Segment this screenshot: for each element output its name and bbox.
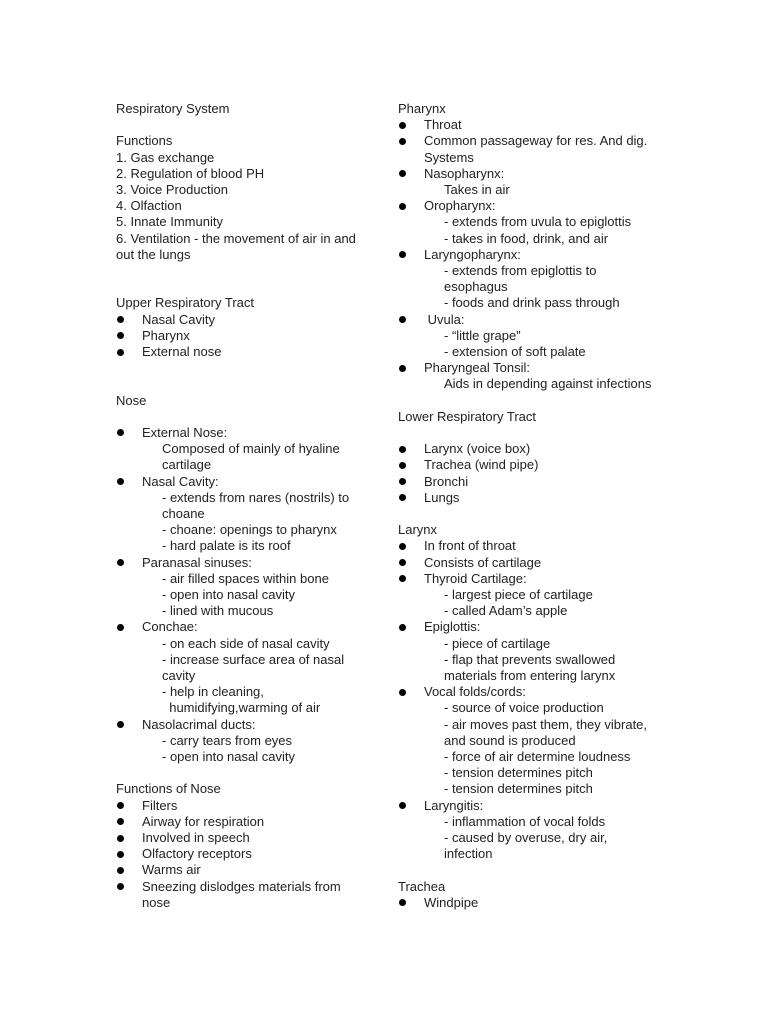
bullet-icon: [117, 851, 124, 858]
sub-item: cartilage: [162, 457, 212, 473]
bullet-icon: [399, 122, 406, 129]
blank-line: [116, 765, 364, 781]
sub-item: - largest piece of cartilage: [444, 587, 593, 603]
bullet-text: Involved in speech: [142, 830, 250, 846]
bullet-text: In front of throat: [424, 538, 516, 554]
bullet-text: Bronchi: [424, 473, 469, 489]
continuation-line: nose: [142, 894, 171, 910]
bullet-icon: [117, 867, 124, 874]
section-heading: Upper Respiratory Tract: [116, 295, 254, 311]
sub-item: - extension of soft palate: [444, 344, 586, 360]
bullet-icon: [117, 883, 124, 890]
bullet-item: [398, 198, 660, 214]
bullet-icon: [117, 478, 124, 485]
bullet-item: [116, 717, 364, 733]
sub-item: Composed of mainly of hyaline: [162, 441, 340, 457]
sub-item: - “little grape”: [444, 327, 521, 343]
bullet-item: [398, 474, 660, 490]
sub-item: esophagus: [444, 279, 508, 295]
sub-item: - carry tears from eyes: [162, 732, 293, 748]
blank-line: [398, 863, 660, 879]
bullet-icon: [399, 494, 406, 501]
sub-item: materials from entering larynx: [444, 668, 616, 684]
sub-item: choane: [162, 505, 205, 521]
sub-item: - help in cleaning,: [162, 684, 264, 700]
sub-item: Aids in depending against infections: [444, 376, 652, 392]
sub-item: - takes in food, drink, and air: [444, 230, 609, 246]
bullet-text: Consists of cartilage: [424, 554, 542, 570]
sub-item: - called Adam’s apple: [444, 603, 568, 619]
bullet-icon: [117, 332, 124, 339]
text-line: 3. Voice Production: [116, 182, 229, 197]
bullet-text: Olfactory receptors: [142, 846, 252, 862]
sub-item: - inflammation of vocal folds: [444, 813, 606, 829]
bullet-icon: [399, 624, 406, 631]
section-heading: Nose: [116, 392, 147, 408]
bullet-item: [116, 425, 364, 441]
section-heading: Lower Respiratory Tract: [398, 408, 536, 424]
bullet-icon: [117, 624, 124, 631]
bullet-item: [398, 312, 660, 328]
bullet-text: Nasal Cavity:: [142, 473, 219, 489]
bullet-icon: [399, 446, 406, 453]
bullet-text: Larynx (voice box): [424, 441, 531, 457]
bullet-icon: [399, 316, 406, 323]
bullet-icon: [117, 835, 124, 842]
section-heading: Pharynx: [398, 101, 446, 116]
sub-item: - on each side of nasal cavity: [162, 635, 330, 651]
sub-item: and sound is produced: [444, 732, 576, 748]
section-heading: Larynx: [398, 522, 438, 538]
bullet-item: [116, 862, 364, 878]
blank-line: [116, 263, 364, 279]
bullet-icon: [117, 559, 124, 566]
bullet-item: [398, 798, 660, 814]
blank-line: [116, 117, 364, 133]
bullet-icon: [399, 203, 406, 210]
left-column: [116, 101, 364, 911]
sub-item: - piece of cartilage: [444, 635, 551, 651]
bullet-icon: [117, 349, 124, 356]
bullet-text: Pharynx: [142, 327, 190, 343]
sub-item: - increase surface area of nasal: [162, 651, 345, 667]
bullet-icon: [399, 899, 406, 906]
bullet-icon: [399, 478, 406, 485]
bullet-text: Common passageway for res. And dig.: [424, 133, 648, 149]
bullet-item: [116, 619, 364, 635]
bullet-text: Paranasal sinuses:: [142, 554, 252, 570]
bullet-icon: [117, 316, 124, 323]
bullet-item: [398, 895, 660, 911]
bullet-icon: [399, 365, 406, 372]
sub-item: - hard palate is its roof: [162, 538, 291, 554]
bullet-text: Nasolacrimal ducts:: [142, 716, 256, 732]
bullet-text: Epiglottis:: [424, 619, 481, 635]
sub-item: - force of air determine loudness: [444, 749, 631, 765]
text-line: 2. Regulation of blood PH: [116, 165, 265, 181]
text-line: 4. Olfaction: [116, 198, 182, 214]
bullet-item: [398, 457, 660, 473]
bullet-icon: [399, 689, 406, 696]
text-line: out the lungs: [116, 246, 191, 262]
bullet-item: [116, 344, 364, 360]
bullet-item: [398, 133, 660, 149]
bullet-item: [398, 247, 660, 263]
bullet-item: [116, 312, 364, 328]
bullet-icon: [117, 721, 124, 728]
sub-item: - extends from uvula to epiglottis: [444, 214, 632, 230]
bullet-item: [116, 328, 364, 344]
sub-item: infection: [444, 846, 493, 862]
blank-line: [398, 506, 660, 522]
sub-item: - open into nasal cavity: [162, 587, 295, 602]
sub-item: - air filled spaces within bone: [162, 570, 329, 586]
bullet-item: [398, 571, 660, 587]
bullet-text: Laryngitis:: [424, 797, 484, 813]
bullet-text: Nasal Cavity: [142, 311, 215, 327]
bullet-item: [116, 814, 364, 830]
bullet-text: External Nose:: [142, 424, 228, 440]
sub-item: - choane: openings to pharynx: [162, 522, 337, 538]
bullet-text: External nose: [142, 344, 222, 359]
bullet-icon: [117, 818, 124, 825]
text-line: 5. Innate Immunity: [116, 214, 223, 230]
blank-line: [398, 393, 660, 409]
bullet-icon: [399, 559, 406, 566]
blank-line: [116, 360, 364, 376]
document-title: Respiratory System: [116, 101, 230, 116]
sub-item: - air moves past them, they vibrate,: [444, 716, 648, 732]
sub-item: Takes in air: [444, 182, 510, 198]
bullet-text: Vocal folds/cords:: [424, 684, 526, 700]
sub-item: - caused by overuse, dry air,: [444, 830, 608, 846]
bullet-icon: [399, 575, 406, 582]
sub-item: - foods and drink pass through: [444, 295, 620, 311]
blank-line: [116, 279, 364, 295]
bullet-item: [116, 474, 364, 490]
bullet-item: [116, 846, 364, 862]
sub-item: - flap that prevents swallowed: [444, 651, 616, 667]
bullet-text: Laryngopharynx:: [424, 246, 521, 262]
blank-line: [398, 425, 660, 441]
bullet-text: Thyroid Cartilage:: [424, 570, 527, 586]
bullet-icon: [399, 251, 406, 258]
bullet-text: Oropharynx:: [424, 198, 496, 214]
bullet-text: Trachea (wind pipe): [424, 457, 539, 473]
text-line: 6. Ventilation - the movement of air in and: [116, 230, 356, 246]
bullet-item: [398, 490, 660, 506]
bullet-item: [116, 830, 364, 846]
blank-line: [116, 376, 364, 392]
sub-item: cavity: [162, 668, 196, 684]
bullet-text: Filters: [142, 797, 178, 813]
section-heading: Trachea: [398, 878, 446, 894]
bullet-icon: [117, 429, 124, 436]
section-heading: Functions: [116, 133, 173, 149]
bullet-item: [398, 619, 660, 635]
sub-item: humidifying,warming of air: [162, 700, 321, 716]
bullet-text: Airway for respiration: [142, 813, 265, 829]
bullet-text: Nasopharynx:: [424, 165, 505, 181]
sub-item: - source of voice production: [444, 700, 604, 716]
bullet-text: Pharyngeal Tonsil:: [424, 360, 530, 376]
bullet-text: Conchae:: [142, 619, 198, 635]
bullet-icon: [399, 462, 406, 469]
bullet-text: Lungs: [424, 489, 460, 505]
bullet-text: Windpipe: [424, 894, 479, 910]
bullet-icon: [399, 170, 406, 177]
bullet-item: [398, 538, 660, 554]
sub-item: - extends from nares (nostrils) to: [162, 489, 350, 505]
continuation-line: Systems: [424, 149, 474, 165]
bullet-text: Throat: [424, 117, 462, 133]
bullet-item: [398, 166, 660, 182]
bullet-icon: [399, 802, 406, 809]
bullet-item: [398, 684, 660, 700]
bullet-icon: [399, 138, 406, 145]
bullet-text: Uvula:: [424, 311, 465, 327]
sub-item: - extends from epiglottis to: [444, 263, 597, 279]
sub-item: - tension determines pitch: [444, 765, 593, 781]
bullet-item: [116, 879, 364, 895]
bullet-item: [398, 117, 660, 133]
right-column: [398, 101, 660, 911]
sub-item: - lined with mucous: [162, 603, 274, 619]
bullet-item: [116, 798, 364, 814]
bullet-item: [398, 360, 660, 376]
bullet-icon: [399, 543, 406, 550]
bullet-icon: [117, 802, 124, 809]
bullet-text: Sneezing dislodges materials from: [142, 878, 341, 894]
section-heading: Functions of Nose: [116, 781, 221, 797]
bullet-item: [398, 555, 660, 571]
bullet-item: [116, 555, 364, 571]
sub-item: - open into nasal cavity: [162, 749, 295, 765]
sub-item: - tension determines pitch: [444, 781, 593, 797]
bullet-text: Warms air: [142, 862, 201, 878]
blank-line: [116, 409, 364, 425]
bullet-item: [398, 441, 660, 457]
text-line: 1. Gas exchange: [116, 149, 215, 165]
